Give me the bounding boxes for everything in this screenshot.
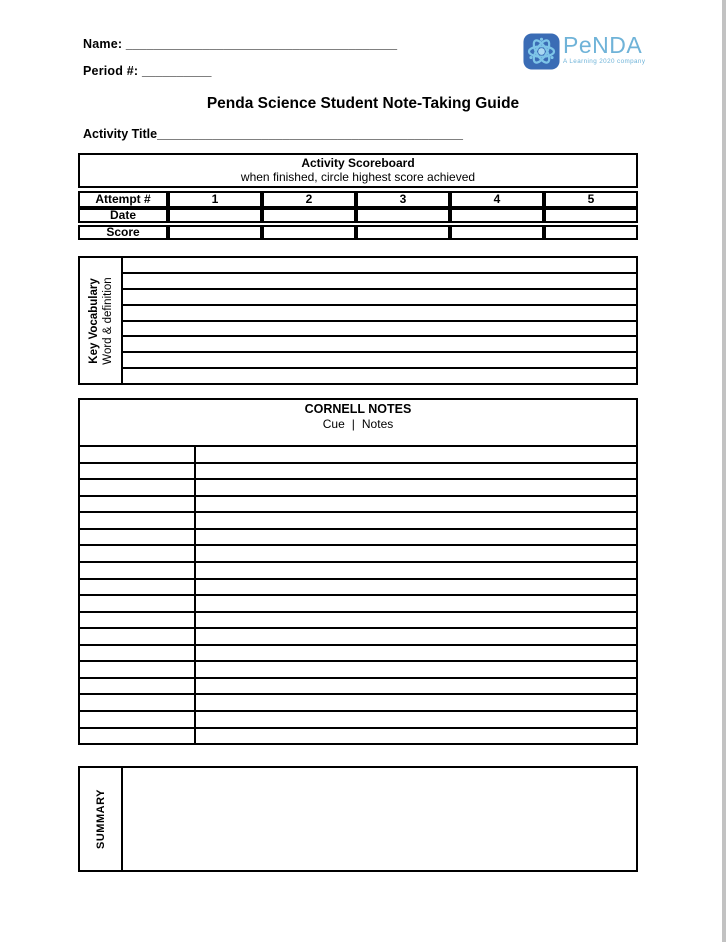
cornell-row xyxy=(80,546,636,563)
cornell-notes-cell xyxy=(196,646,636,661)
summary-heading-cell xyxy=(80,768,123,870)
cornell-notes-cell xyxy=(196,729,636,744)
cornell-row xyxy=(80,464,636,481)
activity-title-blank-line: ____________________________________________ xyxy=(157,127,463,141)
cornell-row xyxy=(80,563,636,580)
scoreboard-empty-cell xyxy=(544,208,638,223)
vocab-heading-subtitle: Word & definition xyxy=(101,276,114,365)
cornell-cue-cell xyxy=(80,513,196,528)
vocab-line xyxy=(123,306,636,322)
cornell-cue-cell xyxy=(80,729,196,744)
cornell-notes-cell xyxy=(196,596,636,611)
cornell-notes-cell xyxy=(196,530,636,545)
cornell-notes-cell xyxy=(196,497,636,512)
cornell-cue-cell xyxy=(80,580,196,595)
cornell-row xyxy=(80,513,636,530)
period-label: Period #: xyxy=(83,64,139,78)
cornell-cue-label: Cue xyxy=(322,417,345,431)
cornell-cue-cell xyxy=(80,530,196,545)
activity-title-row xyxy=(83,127,463,141)
cornell-notes-cell xyxy=(196,580,636,595)
scoreboard-body xyxy=(78,208,638,241)
logo-text xyxy=(563,33,645,65)
scoreboard-attempt-4: 4 xyxy=(450,191,544,208)
scoreboard-title-row xyxy=(78,153,638,188)
cornell-cue-cell xyxy=(80,480,196,495)
logo-wordmark: PeNDA xyxy=(563,32,643,58)
cornell-cue-cell xyxy=(80,596,196,611)
scoreboard-title: Activity Scoreboard xyxy=(301,156,415,170)
cornell-row xyxy=(80,447,636,464)
scoreboard-empty-cell xyxy=(262,208,356,223)
cornell-notes-cell xyxy=(196,712,636,727)
vocab-heading-title: Key Vocabulary xyxy=(87,277,100,364)
cornell-row xyxy=(80,629,636,646)
cornell-row xyxy=(80,480,636,497)
cornell-notes-cell xyxy=(196,629,636,644)
summary-heading: SUMMARY xyxy=(94,789,107,849)
cornell-title: CORNELL NOTES xyxy=(304,402,412,416)
cornell-row xyxy=(80,530,636,547)
cornell-row xyxy=(80,497,636,514)
cornell-header xyxy=(80,400,636,447)
page-edge xyxy=(722,0,726,942)
name-field-row xyxy=(83,37,397,51)
cornell-body xyxy=(80,447,636,743)
scoreboard-attempt-1: 1 xyxy=(168,191,262,208)
cornell-row xyxy=(80,712,636,729)
scoreboard-empty-cell xyxy=(544,225,638,240)
cornell-notes-label: Notes xyxy=(361,417,394,431)
vocab-line xyxy=(123,274,636,290)
cornell-cue-cell xyxy=(80,447,196,462)
cornell-notes-cell xyxy=(196,546,636,561)
cornell-row xyxy=(80,646,636,663)
vocab-line xyxy=(123,322,636,338)
scoreboard-header-row xyxy=(78,191,638,208)
cornell-cue-cell xyxy=(80,613,196,628)
scoreboard-empty-cell xyxy=(168,225,262,240)
cornell-cue-cell xyxy=(80,646,196,661)
cornell-cue-cell xyxy=(80,629,196,644)
name-label: Name: xyxy=(83,37,123,51)
cornell-notes-cell xyxy=(196,563,636,578)
scoreboard-title-cell xyxy=(78,153,638,188)
vocab-heading-cell xyxy=(80,258,123,383)
atom-icon xyxy=(523,33,560,70)
cornell-notes-cell xyxy=(196,695,636,710)
scoreboard-empty-cell xyxy=(450,225,544,240)
cornell-subtitle xyxy=(80,417,636,432)
cornell-cue-cell xyxy=(80,464,196,479)
scoreboard-attempt-5: 5 xyxy=(544,191,638,208)
scoreboard-empty-cell xyxy=(168,208,262,223)
scoreboard-subtitle: when finished, circle highest score achieved xyxy=(240,170,476,184)
cornell-cue-cell xyxy=(80,679,196,694)
cornell-row xyxy=(80,679,636,696)
cornell-row xyxy=(80,580,636,597)
vocab-line xyxy=(123,290,636,306)
penda-logo xyxy=(523,33,645,70)
cornell-cue-cell xyxy=(80,497,196,512)
cornell-cue-cell xyxy=(80,563,196,578)
cornell-notes-cell xyxy=(196,464,636,479)
scoreboard-row-label: Date xyxy=(78,208,168,223)
name-blank-line: _______________________________________ xyxy=(125,37,398,51)
scoreboard-row-score xyxy=(78,225,638,240)
cornell-notes-cell xyxy=(196,679,636,694)
cornell-cue-cell xyxy=(80,695,196,710)
scoreboard-attempt-3: 3 xyxy=(356,191,450,208)
vocab-line xyxy=(123,337,636,353)
scoreboard-row-label: Score xyxy=(78,225,168,240)
key-vocabulary-section xyxy=(78,256,638,385)
scoreboard-empty-cell xyxy=(450,208,544,223)
cornell-notes-cell xyxy=(196,613,636,628)
vocab-heading xyxy=(87,277,115,364)
period-field-row xyxy=(83,64,212,78)
cornell-row xyxy=(80,729,636,744)
period-blank-line: __________ xyxy=(141,64,212,78)
cornell-row xyxy=(80,695,636,712)
scoreboard-attempt-header: Attempt # xyxy=(78,191,168,208)
cornell-row xyxy=(80,613,636,630)
cornell-notes-section xyxy=(78,398,638,745)
scoreboard-empty-cell xyxy=(356,208,450,223)
cornell-row xyxy=(80,662,636,679)
summary-writing-area xyxy=(123,768,636,870)
cornell-notes-cell xyxy=(196,447,636,462)
scoreboard-empty-cell xyxy=(356,225,450,240)
cornell-notes-cell xyxy=(196,662,636,677)
activity-scoreboard-table xyxy=(78,153,638,240)
vocab-line xyxy=(123,353,636,369)
logo-tagline: A Learning 2020 company xyxy=(563,58,646,65)
activity-title-label: Activity Title xyxy=(83,127,158,141)
scoreboard-empty-cell xyxy=(262,225,356,240)
summary-section xyxy=(78,766,638,872)
vocab-lines xyxy=(123,258,636,383)
vocab-line xyxy=(123,258,636,274)
cornell-cue-cell xyxy=(80,546,196,561)
cornell-notes-cell xyxy=(196,480,636,495)
cornell-separator: | xyxy=(351,417,355,431)
scoreboard-attempt-2: 2 xyxy=(262,191,356,208)
cornell-cue-cell xyxy=(80,712,196,727)
cornell-notes-cell xyxy=(196,513,636,528)
page-title: Penda Science Student Note-Taking Guide xyxy=(206,95,520,112)
cornell-cue-cell xyxy=(80,662,196,677)
vocab-line xyxy=(123,369,636,383)
scoreboard-row-date xyxy=(78,208,638,223)
cornell-row xyxy=(80,596,636,613)
